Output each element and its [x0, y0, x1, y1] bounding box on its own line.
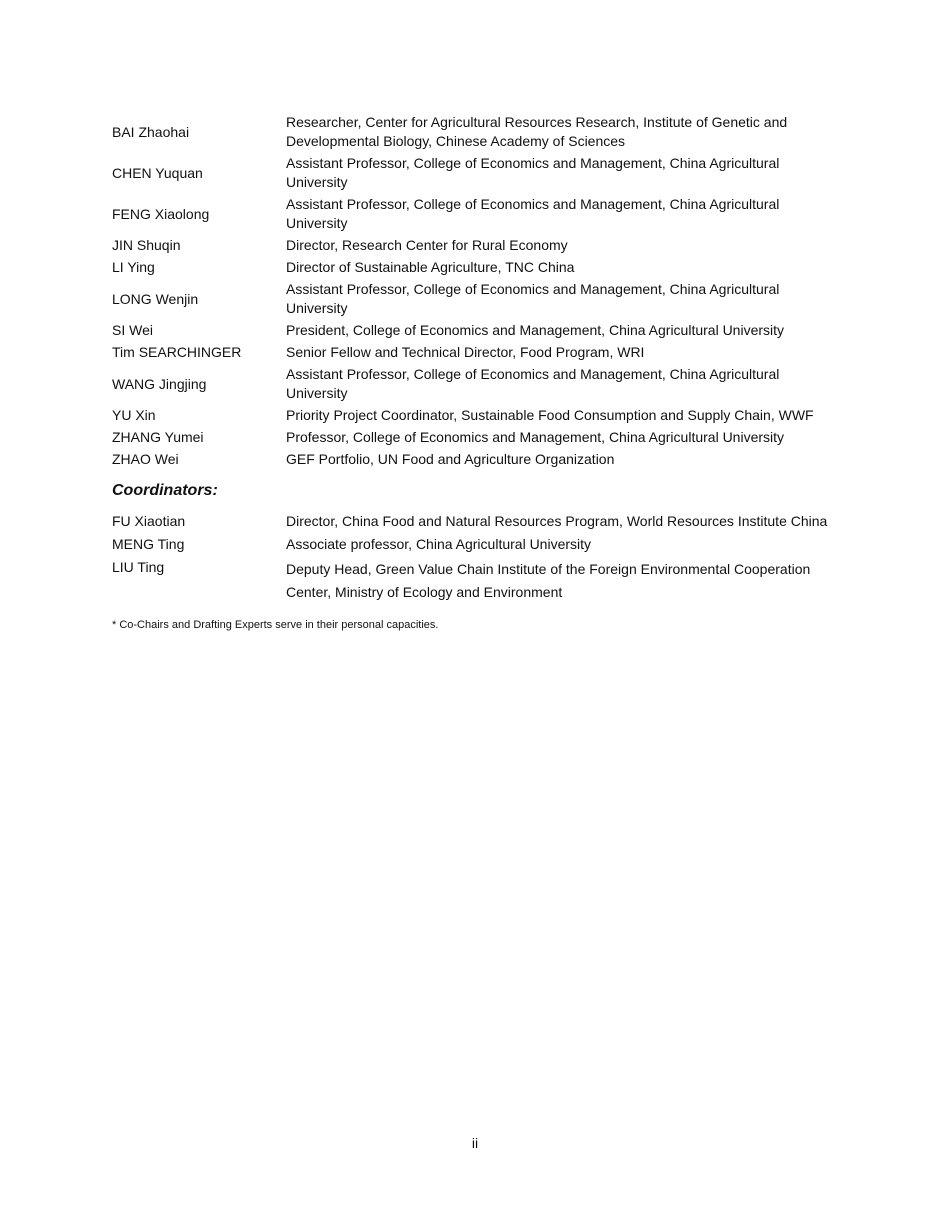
member-role: Professor, College of Economics and Management, China Agricultural University [286, 429, 785, 445]
member-role: GEF Portfolio, UN Food and Agriculture Organization [286, 451, 615, 467]
coordinator-role: Director, China Food and Natural Resources Program, World Resources Institute China [286, 513, 828, 529]
table-row [112, 406, 842, 425]
table-row [112, 113, 842, 151]
member-role: Assistant Professor, College of Economics and Management, China Agricultural University [286, 366, 780, 401]
member-name: FENG Xiaolong [112, 205, 210, 222]
table-row [112, 195, 842, 233]
member-name: YU Xin [112, 407, 156, 423]
member-role: Director of Sustainable Agriculture, TNC China [286, 259, 575, 275]
member-name: LI Ying [112, 259, 155, 275]
member-name: ZHANG Yumei [112, 429, 204, 445]
table-row [112, 428, 842, 447]
member-name: LONG Wenjin [112, 290, 199, 307]
table-row [112, 512, 842, 531]
coordinators-heading: Coordinators: [112, 482, 218, 499]
member-role: President, College of Economics and Management, China Agricultural University [286, 322, 785, 338]
footnote: * Co-Chairs and Drafting Experts serve in their personal capacities. [112, 619, 439, 631]
member-name: SI Wei [112, 322, 153, 338]
coordinator-role: Associate professor, China Agricultural University [286, 536, 592, 552]
coordinators-table [112, 512, 842, 608]
table-row [112, 321, 842, 340]
table-row [112, 450, 842, 469]
coordinator-role: Deputy Head, Green Value Chain Institute of the Foreign Environmental Cooperation Center, Ministry of Ecology and Environment [286, 561, 811, 600]
member-role: Assistant Professor, College of Economics and Management, China Agricultural University [286, 196, 780, 231]
table-row [112, 343, 842, 362]
member-name: CHEN Yuquan [112, 164, 203, 181]
member-name: WANG Jingjing [112, 375, 207, 392]
coordinator-name: MENG Ting [112, 536, 185, 552]
members-table [112, 113, 842, 472]
member-name: JIN Shuqin [112, 237, 181, 253]
page-number: ii [471, 1135, 479, 1151]
table-row [112, 365, 842, 403]
member-role: Assistant Professor, College of Economics and Management, China Agricultural University [286, 155, 780, 190]
member-role: Assistant Professor, College of Economics and Management, China Agricultural University [286, 281, 780, 316]
table-row [112, 558, 842, 604]
member-name: BAI Zhaohai [112, 123, 190, 140]
member-role: Director, Research Center for Rural Economy [286, 237, 568, 253]
table-row [112, 535, 842, 554]
coordinator-name: FU Xiaotian [112, 513, 186, 529]
member-name: Tim SEARCHINGER [112, 344, 242, 360]
member-name: ZHAO Wei [112, 451, 179, 467]
table-row [112, 236, 842, 255]
coordinator-name: LIU Ting [112, 559, 165, 575]
member-role: Senior Fellow and Technical Director, Food Program, WRI [286, 344, 645, 360]
member-role: Researcher, Center for Agricultural Resources Research, Institute of Genetic and Developmental Biology, Chinese Academy of Sciences [286, 114, 788, 149]
table-row [112, 280, 842, 318]
member-role: Priority Project Coordinator, Sustainable Food Consumption and Supply Chain, WWF [286, 407, 814, 423]
table-row [112, 154, 842, 192]
table-row [112, 258, 842, 277]
